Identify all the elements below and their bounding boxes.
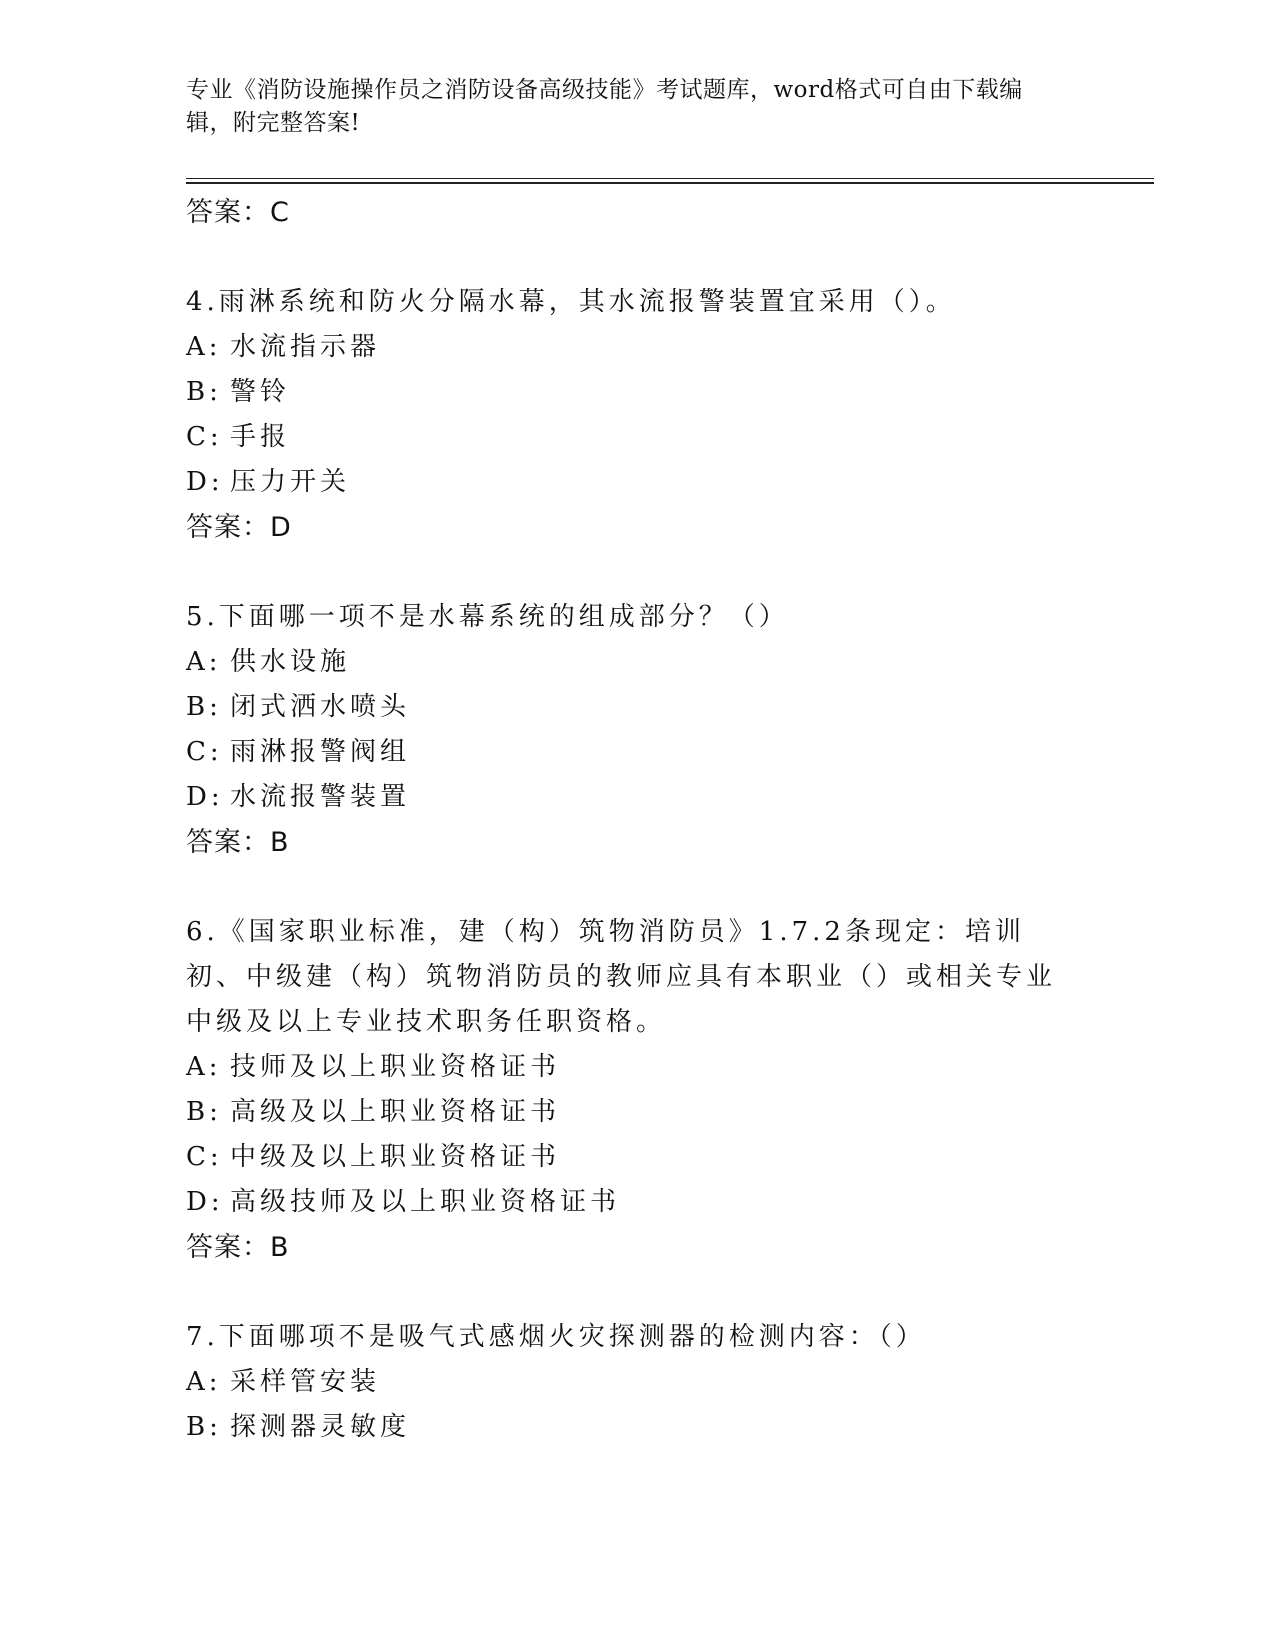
question-stem: 4.雨淋系统和防火分隔水幕，其水流报警装置宜采用（）。 [186, 287, 956, 317]
option-c: C: 手报 [186, 422, 291, 452]
option-b: B: 探测器灵敏度 [186, 1412, 411, 1442]
question-stem: 7.下面哪项不是吸气式感烟火灾探测器的检测内容：（） [186, 1322, 926, 1352]
question-5 [186, 595, 1086, 866]
option-b: B: 闭式洒水喷头 [186, 692, 411, 722]
option-b: B: 高级及以上职业资格证书 [186, 1097, 561, 1127]
question-7 [186, 1315, 1086, 1450]
option-d: D: 压力开关 [186, 467, 351, 497]
option-c: C: 雨淋报警阀组 [186, 737, 411, 767]
question-stem: 5.下面哪一项不是水幕系统的组成部分？（） [186, 602, 789, 632]
answer-line: 答案：B [186, 827, 290, 858]
option-d: D: 水流报警装置 [186, 782, 411, 812]
question-list [186, 190, 1086, 1450]
question-6 [186, 910, 1086, 1271]
header-divider-thick [186, 182, 1154, 184]
header-divider-thin [186, 178, 1154, 179]
document-description: 专业《消防设施操作员之消防设备高级技能》考试题库，word格式可自由下载编辑，附完整答案! [186, 77, 1023, 136]
option-a: A: 技师及以上职业资格证书 [186, 1052, 561, 1082]
option-d: D: 高级技师及以上职业资格证书 [186, 1187, 621, 1217]
option-a: A: 采样管安装 [186, 1367, 381, 1397]
answer-line: 答案：B [186, 1232, 290, 1263]
option-c: C: 中级及以上职业资格证书 [186, 1142, 561, 1172]
answer-line: 答案：C [186, 197, 290, 228]
option-a: A: 水流指示器 [186, 332, 381, 362]
option-b: B: 警铃 [186, 377, 291, 407]
option-a: A: 供水设施 [186, 647, 351, 677]
question-stem: 6.《国家职业标准，建（构）筑物消防员》1.7.2条现定：培训初、中级建（构）筑物消防员的教师应具有本职业（）或相关专业中级及以上专业技术职务任职资格。 [186, 917, 1057, 1037]
answer-line: 答案：D [186, 512, 292, 543]
question-4 [186, 280, 1086, 551]
